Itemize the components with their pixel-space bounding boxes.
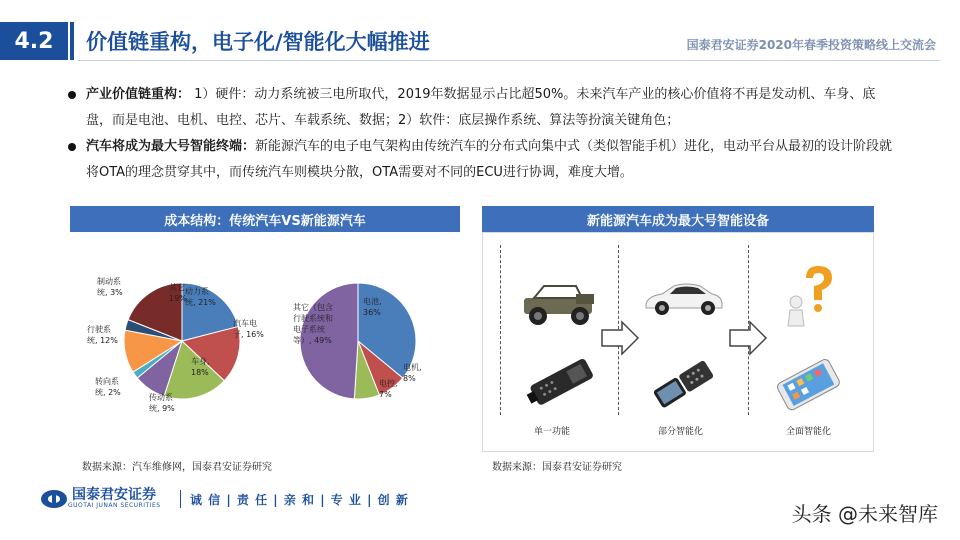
brick-phone-image: [520, 352, 600, 418]
bullet-list: [64, 82, 894, 186]
bullet-item: [64, 82, 894, 134]
flip-phone-image: [646, 352, 722, 418]
bullet-dot-icon: [68, 143, 76, 151]
section-divider: [70, 22, 74, 60]
pie-label: 电机, 8%: [403, 363, 422, 383]
pie-label: 其它, 19%: [169, 283, 188, 303]
jeep-image: [516, 280, 600, 330]
logo-emblem-icon: [40, 489, 68, 509]
footer-divider: [180, 490, 181, 508]
pie-label: 传动系 统, 9%: [149, 393, 175, 413]
left-source: 数据来源：汽车维修网，国泰君安证券研究: [82, 462, 272, 473]
bullet-text: 新能源汽车的电子电气架构由传统汽车的分布式向集中式（类似智能手机）进化，电动平台从最初的设计阶段就将OTA的理念贯穿其中，而传统汽车则模块分散，OTA需要对不同的ECU进行协调，难度大增。: [86, 139, 893, 180]
right-source: 数据来源：国泰君安证券研究: [492, 462, 622, 473]
left-panel-title: 成本结构：传统汽车VS新能源汽车: [70, 206, 460, 232]
company-logo: [40, 488, 161, 509]
bullet-text: 1）硬件：动力系统被三电所取代，2019年数据显示占比超50%。未来汽车产业的核心价值将不再是发动机、车身、底盘，而是电池、电机、电控、芯片、车载系统、数据；2）软件：底层操作系统、算法等扮演关键角色；: [86, 87, 876, 128]
stage-caption: 部分智能化: [658, 427, 704, 437]
pie-label: 车身, 18%: [191, 357, 210, 377]
pie-label: 汽车电 子, 16%: [233, 319, 264, 339]
section-number: 4.2: [0, 22, 68, 60]
question-mark-figure-image: [782, 264, 838, 330]
pie-label: 转向系 统, 2%: [95, 377, 121, 397]
stage-divider: [500, 245, 501, 415]
smartphone-image: [770, 356, 846, 416]
stage-caption: 全面智能化: [786, 427, 832, 437]
pie-charts-area: [70, 232, 460, 452]
event-name: 国泰君安证券2020年春季投资策略线上交流会: [686, 38, 936, 52]
bullet-label: 汽车将成为最大号智能终端：: [86, 139, 256, 154]
company-name: 国泰君安证券: [72, 487, 156, 503]
bullet-item: [64, 134, 894, 186]
right-arrow-icon: [728, 318, 768, 358]
right-arrow-icon: [600, 318, 640, 358]
pie-label: 行驶系 统, 12%: [87, 325, 118, 345]
stage-caption: 单一功能: [534, 427, 571, 437]
pie-label: 电池, 36%: [363, 297, 382, 317]
bullet-dot-icon: [68, 91, 76, 99]
watermark: 头条 @未来智库: [791, 502, 938, 526]
bullet-label: 产业价值链重构：: [86, 87, 191, 102]
sports-car-image: [642, 274, 726, 324]
slide-title: 价值链重构，电子化/智能化大幅推进: [86, 30, 430, 54]
pie-label: 制动系 统, 3%: [97, 277, 123, 297]
pie-label: 其它（包含 行驶系统和 电子系统 等）, 49%: [293, 303, 333, 345]
company-name-en: GUOTAI JUNAN SECURITIES: [68, 502, 161, 509]
pie-label: 电控, 7%: [379, 379, 398, 399]
header-rule: [78, 60, 940, 61]
pie-label: 动力系 统, 21%: [185, 287, 216, 307]
right-panel-title: 新能源汽车成为最大号智能设备: [482, 206, 874, 232]
company-motto: 诚 信 | 责 任 | 亲 和 | 专 业 | 创 新: [190, 493, 409, 507]
